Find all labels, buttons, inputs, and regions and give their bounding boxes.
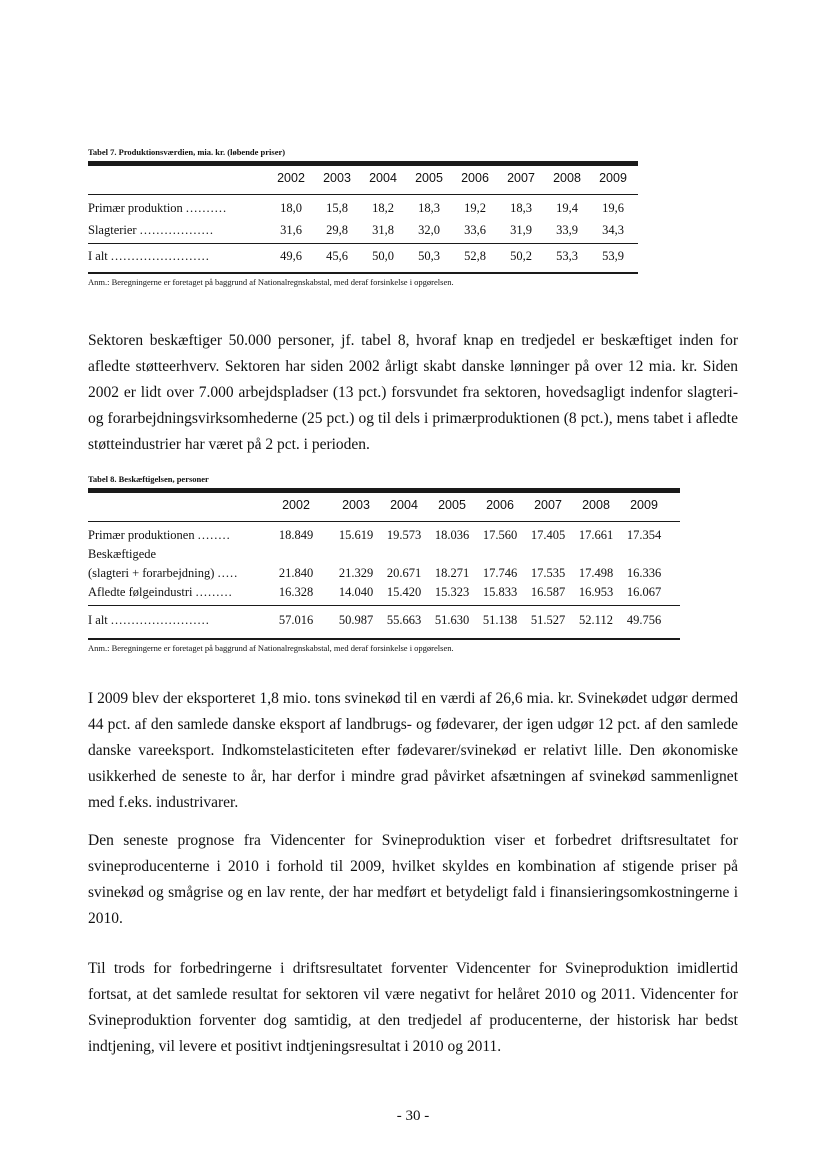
leader-dots: .................. [139, 223, 214, 237]
leader-dots: ..... [217, 566, 239, 580]
year-header: 2004 [369, 171, 397, 185]
table-cell: 16.587 [530, 585, 566, 599]
row-label: I alt [88, 613, 108, 627]
table-cell: 16.336 [626, 566, 662, 580]
row-label: Afledte følgeindustri [88, 585, 193, 599]
table-cell: 51.527 [530, 613, 566, 627]
year-header: 2002 [282, 498, 310, 512]
table-cell: 57.016 [278, 613, 314, 627]
table-cell: 31,6 [280, 223, 302, 237]
row-label: Primær produktionen [88, 528, 195, 542]
page-number: - 30 - [396, 1108, 430, 1124]
table-cell: 50,0 [372, 249, 394, 263]
table-cell: 18.036 [434, 528, 470, 542]
table-cell: 17.354 [626, 528, 662, 542]
table-cell: 31,8 [372, 223, 394, 237]
table-cell: 20.671 [386, 566, 422, 580]
leader-dots: ........................ [110, 613, 210, 627]
year-header: 2009 [599, 171, 627, 185]
table-total-row [88, 606, 680, 632]
body-paragraph: Den seneste prognose fra Videncenter for Svineproduktion viser et forbedret driftsresultatet for svineproducenterne i 2010 i forhold til 2009, hvilket skyldes en kombination af stigende priser på svinekød og smågrise og en lav rente, der har medført et betydeligt fald i finansieringsomkostningerne i 2010. [88, 832, 738, 927]
table-cell: 17.661 [578, 528, 614, 542]
table-7 [88, 147, 638, 287]
table-cell: 18,2 [372, 201, 394, 215]
year-header: 2004 [390, 498, 418, 512]
row-label: Beskæftigede [88, 547, 157, 561]
table-cell: 16.328 [278, 585, 314, 599]
year-header: 2006 [461, 171, 489, 185]
table-cell: 17.746 [482, 566, 518, 580]
table-8-bottom-rule [88, 638, 680, 640]
table-cell: 16.953 [578, 585, 614, 599]
row-label: Slagterier [88, 223, 137, 237]
table-8 [88, 474, 680, 653]
table-8-header-row [88, 493, 680, 517]
table-cell: 53,9 [602, 249, 624, 263]
table-cell: 50,3 [418, 249, 440, 263]
table-cell: 15.420 [386, 585, 422, 599]
table-row [88, 199, 638, 221]
year-header: 2005 [438, 498, 466, 512]
table-cell: 17.405 [530, 528, 566, 542]
table-cell: 31,9 [510, 223, 532, 237]
table-cell: 49.756 [626, 613, 662, 627]
table-cell: 52,8 [464, 249, 486, 263]
body-paragraph: Til trods for forbedringerne i driftsresultatet forventer Videncenter for Svineproduktion imidlertid fortsat, at det samlede resultat for sektoren vil være negativt for helåret 2010 og 2011. Videncenter for Svineproduktion forventer dog samtidig, at den tredjedel af producenterne, der historisk har bedst indtjening, vil levere et positivt indtjeningsresultat i 2010 og 2011. [88, 960, 738, 1055]
table-cell: 51.138 [482, 613, 518, 627]
year-header: 2002 [277, 171, 305, 185]
body-paragraph: I 2009 blev der eksporteret 1,8 mio. tons svinekød til en værdi af 26,6 mia. kr. Svinekødet udgør dermed 44 pct. af den samlede danske eksport af landbrugs- og fødevarer, der igen udgør 12 pct. af den samlede danske vareeksport. Indkomstelasticiteten efter fødevarer/svinekød er relativt lille. Den økonomiske usikkerhed de seneste to år, har derfor i mindre grad påvirket afsætningen af svinekød sammenlignet med f.eks. industrivarer. [88, 690, 738, 811]
leader-dots: ........................ [110, 249, 210, 263]
year-header: 2003 [342, 498, 370, 512]
table-row [88, 564, 680, 583]
table-cell: 32,0 [418, 223, 440, 237]
table-cell: 19.573 [386, 528, 422, 542]
table-cell: 17.535 [530, 566, 566, 580]
table-cell: 15,8 [326, 201, 348, 215]
year-header: 2009 [630, 498, 658, 512]
row-label: (slagteri + forarbejdning) [88, 566, 215, 580]
table-cell: 19,6 [602, 201, 624, 215]
table-cell: 15.619 [338, 528, 374, 542]
table-cell: 18.271 [434, 566, 470, 580]
table-cell: 34,3 [602, 223, 624, 237]
leader-dots: ......... [195, 585, 233, 599]
table-cell: 33,9 [556, 223, 578, 237]
year-header: 2008 [553, 171, 581, 185]
table-cell: 17.560 [482, 528, 518, 542]
table-row [88, 221, 638, 243]
year-header: 2007 [534, 498, 562, 512]
year-header: 2006 [486, 498, 514, 512]
row-label: Primær produktion [88, 201, 183, 215]
table-7-header-row [88, 166, 638, 190]
table-cell: 21.329 [338, 566, 374, 580]
table-cell: 18,3 [418, 201, 440, 215]
year-header: 2003 [323, 171, 351, 185]
table-7-title: Tabel 7. Produktionsværdien, mia. kr. (løbende priser) [88, 147, 286, 157]
table-cell: 18,0 [280, 201, 302, 215]
year-header: 2007 [507, 171, 535, 185]
table-cell: 15.833 [482, 585, 518, 599]
table-cell: 45,6 [326, 249, 348, 263]
table-cell: 18.849 [278, 528, 314, 542]
leader-dots: ........ [197, 528, 231, 542]
table-cell: 16.067 [626, 585, 662, 599]
table-row [88, 526, 680, 545]
table-cell: 33,6 [464, 223, 486, 237]
table-cell: 50.987 [338, 613, 374, 627]
table-total-row [88, 244, 638, 268]
table-cell: 55.663 [386, 613, 422, 627]
table-row [88, 583, 680, 605]
table-cell: 14.040 [338, 585, 374, 599]
table-cell: 19,2 [464, 201, 486, 215]
table-cell: 53,3 [556, 249, 578, 263]
year-header: 2008 [582, 498, 610, 512]
year-header: 2005 [415, 171, 443, 185]
table-7-bottom-rule [88, 272, 638, 274]
table-cell: 29,8 [326, 223, 348, 237]
table-8-note: Anm.: Beregningerne er foretaget på baggrund af Nationalregnskabstal, med deraf forsinkelse i opgørelsen. [88, 643, 454, 653]
table-cell: 21.840 [278, 566, 314, 580]
table-cell: 52.112 [579, 613, 613, 627]
table-8-title: Tabel 8. Beskæftigelsen, personer [88, 474, 209, 484]
table-cell: 49,6 [280, 249, 302, 263]
table-row [88, 545, 680, 564]
table-cell: 19,4 [556, 201, 578, 215]
table-7-note: Anm.: Beregningerne er foretaget på baggrund af Nationalregnskabstal, med deraf forsinkelse i opgørelsen. [88, 277, 454, 287]
body-paragraph: Sektoren beskæftiger 50.000 personer, jf. tabel 8, hvoraf knap en tredjedel er beskæftiget inden for afledte støtteerhverv. Sektoren har siden 2002 årligt skabt danske lønninger på over 12 mia. kr. Siden 2002 er lidt over 7.000 arbejdspladser (13 pct.) forsvundet fra sektoren, hovedsagligt indenfor slagteri- og forarbejdningsvirksomhederne (25 pct.) og til dels i primærproduktionen (8 pct.), mens tabet i afledte støtteindustrier har været på 2 pct. i perioden. [88, 332, 738, 453]
leader-dots: .......... [185, 201, 228, 215]
table-cell: 50,2 [510, 249, 532, 263]
table-cell: 18,3 [510, 201, 532, 215]
table-cell: 51.630 [434, 613, 470, 627]
table-cell: 17.498 [578, 566, 614, 580]
row-label: I alt [88, 249, 108, 263]
table-cell: 15.323 [434, 585, 470, 599]
